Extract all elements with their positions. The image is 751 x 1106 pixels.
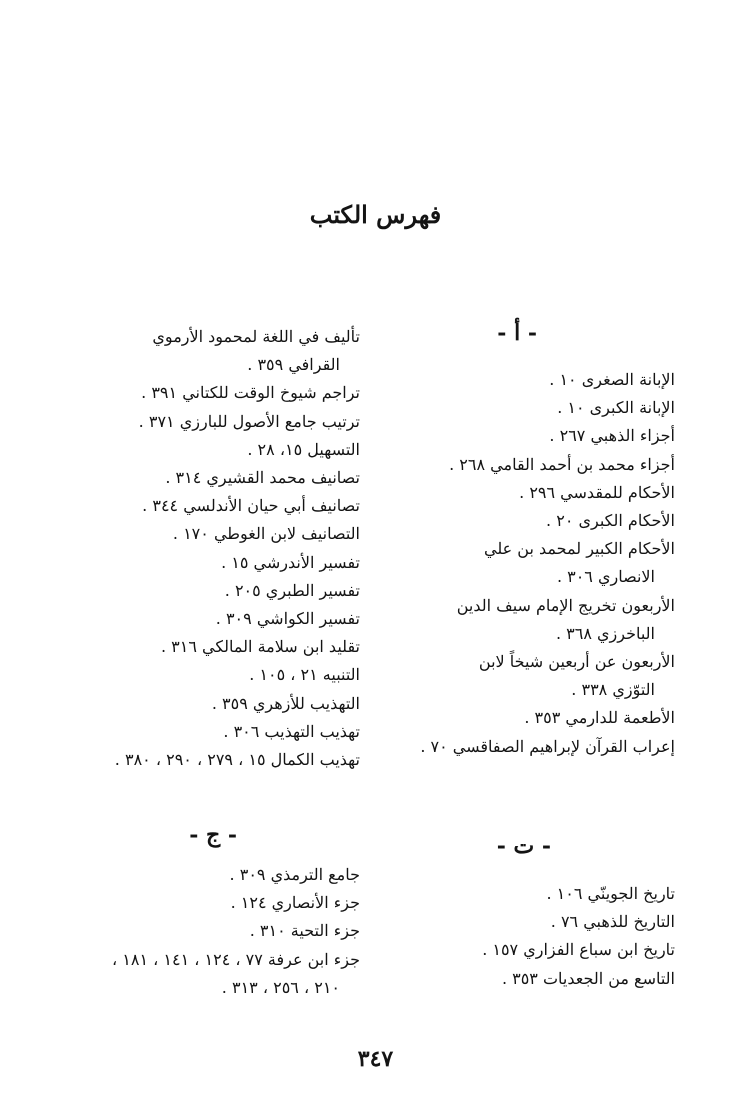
- index-entry: إعراب القرآن لإبراهيم الصفاقسي ٧٠ .: [420, 736, 675, 756]
- index-entry: تصانيف أبي حيان الأندلسي ٣٤٤ .: [142, 496, 360, 516]
- section-heading-jim: - ج -: [189, 822, 237, 848]
- index-entry: ترتيب جامع الأصول للبارزي ٣٧١ .: [138, 411, 360, 431]
- index-entry: جزء التحية ٣١٠ .: [249, 921, 360, 941]
- index-entry: تصانيف محمد القشيري ٣١٤ .: [165, 468, 360, 488]
- index-entry: التنبيه ٢١ ، ١٠٥ .: [249, 665, 360, 685]
- index-entry: التصانيف لابن الغوطي ١٧٠ .: [172, 524, 360, 544]
- index-entry: التسهيل ١٥، ٢٨ .: [247, 439, 360, 459]
- index-entry: جزء ابن عرفة ٧٧ ، ١٢٤ ، ١٤١ ، ١٨١ ،: [112, 949, 360, 969]
- index-entry-continuation: القرافي ٣٥٩ .: [247, 355, 340, 375]
- index-entry: أجزاء محمد بن أحمد القامي ٢٦٨ .: [449, 454, 675, 474]
- index-entry-continuation: الباخرزي ٣٦٨ .: [555, 623, 655, 643]
- index-entry: الأربعون عن أربعين شيخاً لابن: [478, 652, 675, 672]
- index-entry: الأحكام الكبرى ٢٠ .: [546, 511, 675, 531]
- index-entry: تفسير الكواشي ٣٠٩ .: [215, 609, 360, 629]
- index-entry: التهذيب للأزهري ٣٥٩ .: [211, 693, 360, 713]
- index-entry: تهذيب الكمال ١٥ ، ٢٧٩ ، ٢٩٠ ، ٣٨٠ .: [114, 750, 360, 770]
- index-entry: الإبانة الصغرى ١٠ .: [549, 370, 675, 389]
- index-entry: أجزاء الذهبي ٢٦٧ .: [549, 426, 675, 446]
- page-number: ٣٤٧: [357, 1046, 394, 1072]
- index-column-alif: [375, 366, 675, 761]
- index-entry-continuation: ٢١٠ ، ٢٥٦ ، ٣١٣ .: [221, 977, 340, 997]
- index-entry: تقليد ابن سلامة المالكي ٣١٦ .: [160, 637, 360, 657]
- index-entry: التاريخ للذهبي ٧٦ .: [550, 912, 675, 932]
- index-entry: تاريخ ابن سباع الفزاري ١٥٧ .: [482, 940, 675, 960]
- page-title: فهرس الكتب: [309, 200, 442, 229]
- index-column-ta: [375, 880, 675, 993]
- index-entry: تاريخ الجوينّي ١٠٦ .: [546, 884, 675, 903]
- section-heading-ta: - ت -: [496, 833, 551, 859]
- index-entry: جزء الأنصاري ١٢٤ .: [230, 893, 360, 913]
- index-entry: التاسع من الجعديات ٣٥٣ .: [501, 968, 675, 988]
- index-entry: الأربعون تخريج الإمام سيف الدين: [456, 595, 675, 615]
- index-column-ta-continued: [60, 323, 360, 774]
- index-entry: الأحكام الكبير لمحمد بن علي: [484, 539, 675, 559]
- index-entry: الأطعمة للدارمي ٣٥٣ .: [524, 708, 675, 728]
- index-entry: تفسير الأندرشي ١٥ .: [221, 552, 360, 572]
- index-entry: الإبانة الكبرى ١٠ .: [557, 398, 675, 418]
- index-entry-continuation: التوّزي ٣٣٨ .: [571, 680, 655, 700]
- index-entry-continuation: الانصاري ٣٠٦ .: [556, 567, 655, 587]
- index-entry: جامع الترمذي ٣٠٩ .: [229, 865, 360, 884]
- index-column-jim: [60, 861, 360, 1002]
- index-entry: تأليف في اللغة لمحمود الأرموي: [152, 327, 360, 346]
- section-heading-alif: - أ -: [497, 320, 537, 346]
- index-entry: الأحكام للمقدسي ٢٩٦ .: [519, 482, 675, 502]
- index-entry: تهذيب التهذيب ٣٠٦ .: [223, 721, 360, 741]
- index-entry: تفسير الطبري ٢٠٥ .: [224, 580, 360, 600]
- index-entry: تراجم شيوخ الوقت للكتاني ٣٩١ .: [141, 383, 360, 403]
